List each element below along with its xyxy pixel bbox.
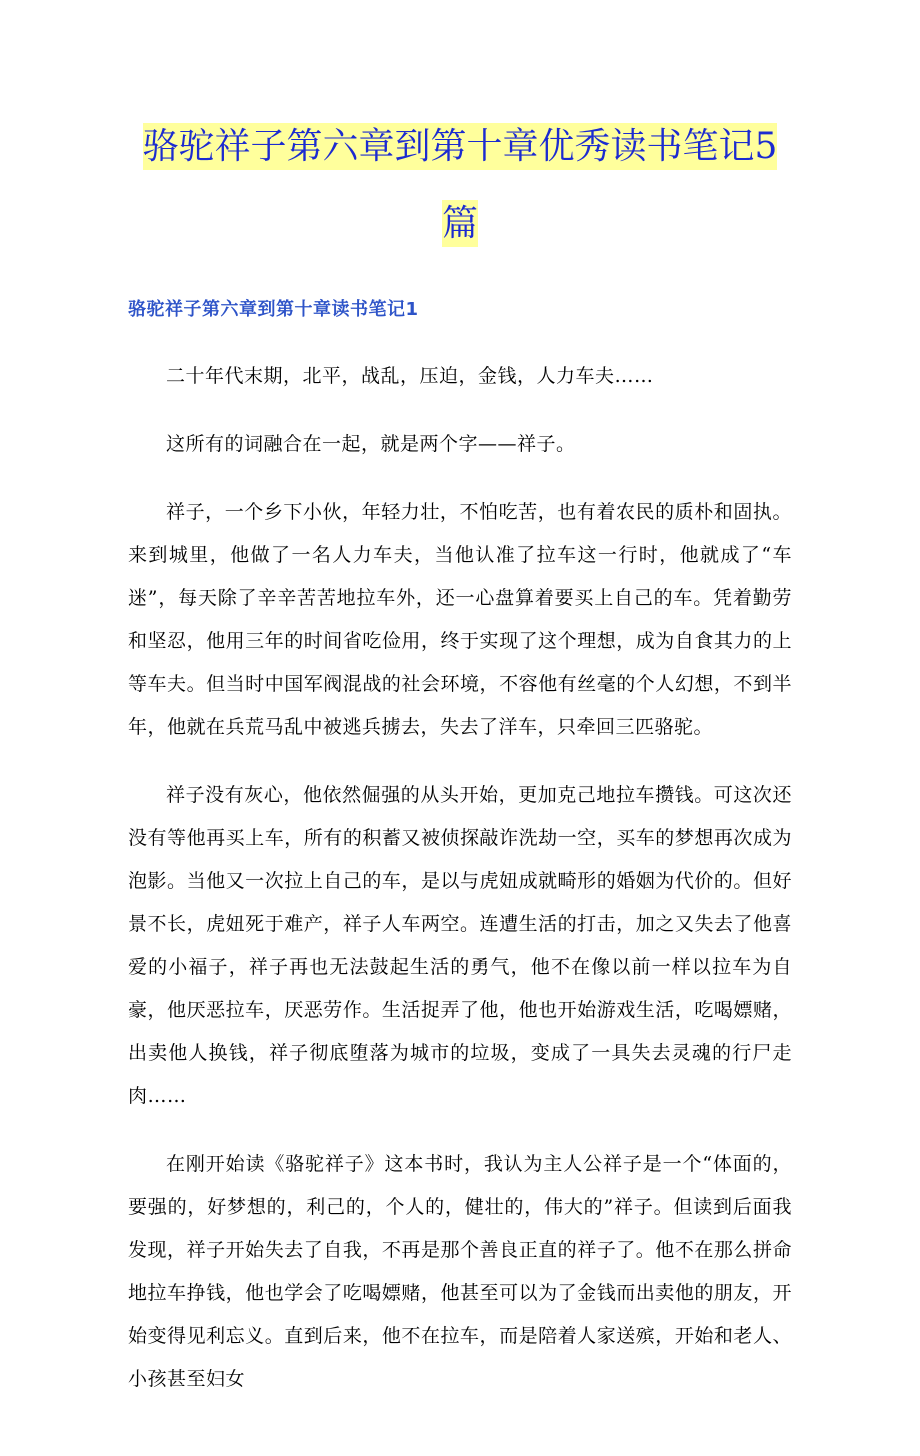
section-heading: 骆驼祥子第六章到第十章读书笔记1 bbox=[128, 298, 419, 320]
paragraph-3: 祥子，一个乡下小伙，年轻力壮，不怕吃苦，也有着农民的质朴和固执。来到城里，他做了一名人力车夫，当他认准了拉车这一行时，他就成了“车迷”，每天除了辛辛苦苦地拉车外，还一心盘算着要买上自己的车。凭着勤劳和坚忍，他用三年的时间省吃俭用，终于实现了这个理想，成为自食其力的上等车夫。但当时中国军阀混战的社会环境，不容他有丝毫的个人幻想，不到半年，他就在兵荒马乱中被逃兵掳去，失去了洋车，只牵回三匹骆驼。 bbox=[128, 500, 792, 738]
document-title bbox=[128, 108, 792, 263]
title-highlight: 骆驼祥子第六章到第十章优秀读书笔记5篇 bbox=[143, 123, 778, 247]
paragraph-5: 在刚开始读《骆驼祥子》这本书时，我认为主人公祥子是一个“体面的，要强的，好梦想的，利己的，个人的，健壮的，伟大的”祥子。但读到后面我发现，祥子开始失去了自我，不再是那个善良正直的祥子了。他不在那么拼命地拉车挣钱，他也学会了吃喝嫖赌，他甚至可以为了金钱而出卖他的朋友，开始变得见利忘义。直到后来，他不在拉车，而是陪着人家送殡，开始和老人、小孩甚至妇女 bbox=[128, 1152, 792, 1390]
paragraph-4: 祥子没有灰心，他依然倔强的从头开始，更加克己地拉车攒钱。可这次还没有等他再买上车，所有的积蓄又被侦探敲诈洗劫一空，买车的梦想再次成为泡影。当他又一次拉上自己的车，是以与虎妞成就畸形的婚姻为代价的。但好景不长，虎妞死于难产，祥子人车两空。连遭生活的打击，加之又失去了他喜爱的小福子，祥子再也无法鼓起生活的勇气，他不在像以前一样以拉车为自豪，他厌恶拉车，厌恶劳作。生活捉弄了他，他也开始游戏生活，吃喝嫖赌，出卖他人换钱，祥子彻底堕落为城市的垃圾，变成了一具失去灵魂的行尸走肉…… bbox=[128, 783, 792, 1107]
paragraph-1: 二十年代末期，北平，战乱，压迫，金钱，人力车夫…… bbox=[166, 364, 654, 387]
paragraph-2: 这所有的词融合在一起，就是两个字——祥子。 bbox=[166, 432, 576, 455]
